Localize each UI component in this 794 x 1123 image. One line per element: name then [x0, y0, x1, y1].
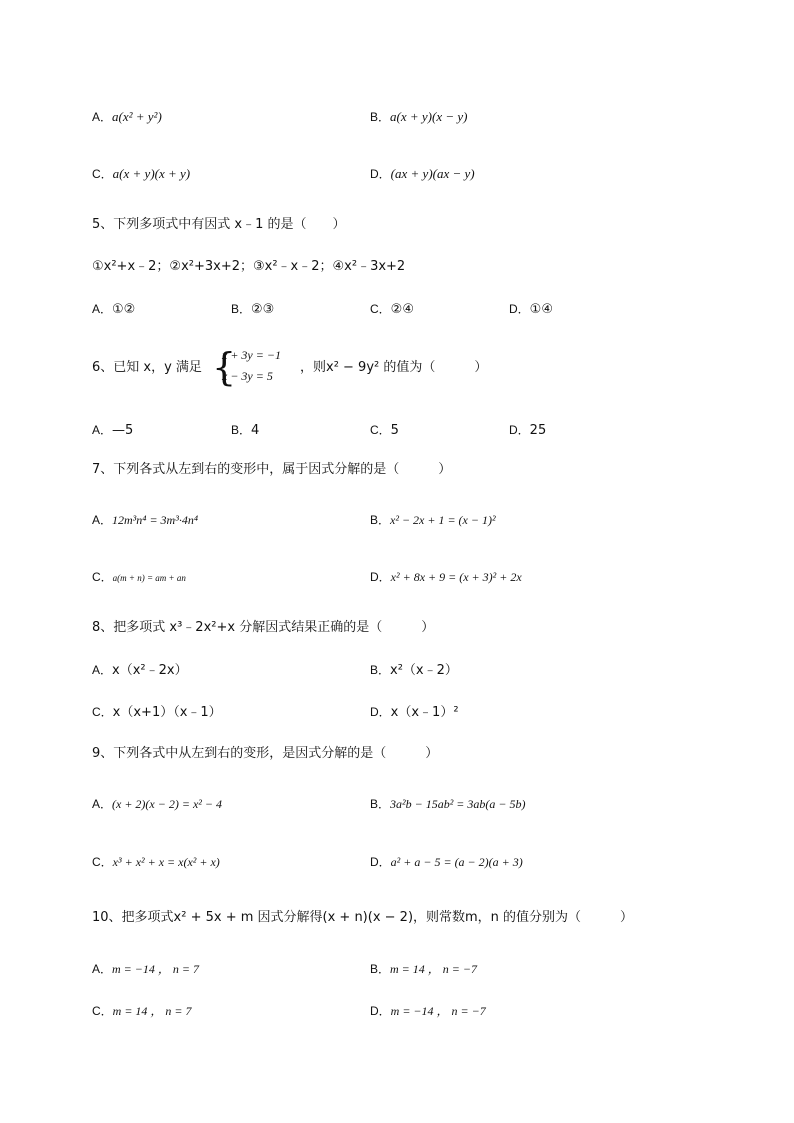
- option-text: ②④: [390, 302, 414, 317]
- option-text: 5: [390, 423, 399, 438]
- option-label: A．: [92, 110, 113, 124]
- q6-option-d: [509, 420, 546, 441]
- q6-stem-end: ，则x² − 9y² 的值为（ ）: [300, 360, 488, 375]
- option-text: x（x﹣1）²: [390, 705, 459, 720]
- option-text: x² + 8x + 9 = (x + 3)² + 2x: [390, 570, 522, 584]
- option-label: B．: [370, 962, 391, 976]
- option-text: m = 14 ， n = 7: [112, 1004, 192, 1018]
- option-text: 12m³n⁴ = 3m³·4n⁴: [112, 513, 198, 527]
- option-label: D．: [370, 705, 391, 719]
- q9-option-d: [370, 852, 523, 873]
- option-label: D．: [370, 167, 391, 181]
- q4-option-c: [92, 164, 190, 185]
- q9-stem: 9、下列各式中从左到右的变形，是因式分解的是（ ）: [92, 746, 439, 761]
- q7-option-a: [92, 510, 198, 531]
- option-label: A．: [92, 513, 113, 527]
- option-label: A．: [92, 797, 113, 811]
- option-label: D．: [509, 302, 530, 316]
- option-text: —5: [112, 423, 134, 438]
- option-label: C．: [370, 302, 391, 316]
- q10-option-c: [92, 1001, 192, 1022]
- q8-stem: 8、把多项式 x³﹣2x²+x 分解因式结果正确的是（ ）: [92, 620, 435, 635]
- q7-option-c: [92, 567, 186, 588]
- q8-option-d: [370, 702, 459, 723]
- option-label: B．: [370, 110, 391, 124]
- option-label: B．: [231, 423, 252, 437]
- q9-option-a: [92, 794, 222, 815]
- option-text: (ax + y)(ax − y): [390, 166, 475, 181]
- q5-option-a: [92, 299, 135, 320]
- q4-option-a: [92, 107, 162, 128]
- q10-stem: 10、把多项式x² + 5x + m 因式分解得(x + n)(x − 2)，则常数m，n 的值分别为（ ）: [92, 910, 634, 925]
- q9-option-b: [370, 794, 526, 815]
- option-text: a(x + y)(x + y): [112, 166, 191, 181]
- option-text: a² + a − 5 = (a − 2)(a + 3): [390, 855, 523, 869]
- q5-stem: 5、下列多项式中有因式 x﹣1 的是（ ）: [92, 217, 346, 232]
- option-label: B．: [370, 513, 391, 527]
- option-text: 3a²b − 15ab² = 3ab(a − 5b): [390, 797, 526, 811]
- option-label: D．: [370, 1004, 391, 1018]
- option-label: D．: [509, 423, 530, 437]
- q8-option-b: [370, 660, 458, 681]
- option-text: m = −14 ， n = 7: [112, 962, 199, 976]
- q5-option-c: [370, 299, 414, 320]
- q7-option-d: [370, 567, 522, 588]
- q8-option-c: [92, 702, 222, 723]
- option-label: B．: [231, 302, 252, 316]
- option-label: C．: [370, 423, 391, 437]
- option-text: (x + 2)(x − 2) = x² − 4: [112, 797, 222, 811]
- q4-option-d: [370, 164, 475, 185]
- q7-option-b: [370, 510, 496, 531]
- left-brace: {: [212, 345, 237, 389]
- option-text: a(x² + y²): [112, 109, 162, 124]
- option-label: C．: [92, 855, 113, 869]
- option-label: A．: [92, 962, 113, 976]
- option-text: 4: [251, 423, 260, 438]
- option-label: A．: [92, 663, 113, 677]
- q6-option-b: [231, 420, 259, 441]
- option-text: 25: [529, 423, 547, 438]
- option-label: A．: [92, 302, 113, 316]
- option-text: ②③: [251, 302, 275, 317]
- q10-option-a: [92, 959, 199, 980]
- q6-option-a: [92, 420, 133, 441]
- option-text: a(m + n) = am + an: [112, 573, 186, 583]
- q6-equation-system: [212, 345, 302, 389]
- q6-equation-2: x − 3y = 5: [222, 369, 273, 383]
- q8-option-a: [92, 660, 188, 681]
- option-label: C．: [92, 705, 113, 719]
- q9-option-c: [92, 852, 220, 873]
- option-label: C．: [92, 1004, 113, 1018]
- option-text: x（x²﹣2x）: [112, 663, 188, 678]
- option-text: x² − 2x + 1 = (x − 1)²: [390, 513, 496, 527]
- q6-equation-1: x + 3y = −1: [222, 348, 281, 362]
- q4-option-b: [370, 107, 467, 128]
- option-label: B．: [370, 663, 391, 677]
- option-label: C．: [92, 167, 113, 181]
- q10-option-b: [370, 959, 477, 980]
- option-text: m = 14 ， n = −7: [390, 962, 477, 976]
- option-label: D．: [370, 570, 391, 584]
- q10-option-d: [370, 1001, 486, 1022]
- option-label: C．: [92, 570, 113, 584]
- option-text: a(x + y)(x − y): [390, 109, 468, 124]
- option-text: x（x+1）（x﹣1）: [112, 705, 222, 720]
- q7-stem: 7、下列各式从左到右的变形中，属于因式分解的是（ ）: [92, 462, 452, 477]
- q6-stem-start: 6、已知 x，y 满足: [92, 360, 202, 375]
- q5-items: ①x²+x﹣2；②x²+3x+2；③x²﹣x﹣2；④x²﹣3x+2: [92, 259, 406, 274]
- q5-option-d: [509, 299, 553, 320]
- q5-option-b: [231, 299, 274, 320]
- option-label: B．: [370, 797, 391, 811]
- q6-option-c: [370, 420, 399, 441]
- option-text: x²（x﹣2）: [390, 663, 458, 678]
- option-text: m = −14 ， n = −7: [390, 1004, 486, 1018]
- option-text: ①②: [112, 302, 136, 317]
- option-text: x³ + x² + x = x(x² + x): [112, 855, 220, 869]
- option-text: ①④: [529, 302, 553, 317]
- option-label: A．: [92, 423, 113, 437]
- option-label: D．: [370, 855, 391, 869]
